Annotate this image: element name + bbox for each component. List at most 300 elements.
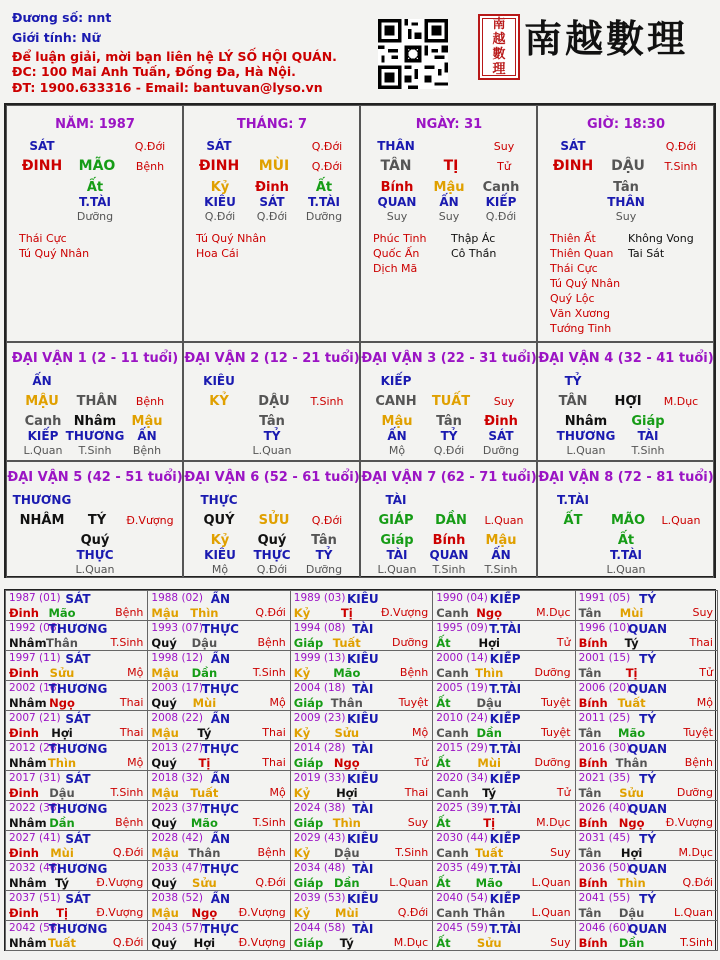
year-star: TÀI xyxy=(352,802,374,816)
luu-nien-cell[interactable] xyxy=(5,620,148,651)
chi-right: T.Sinh xyxy=(664,160,698,173)
year-star: SÁT xyxy=(65,712,91,726)
year-phase: Mộ xyxy=(269,696,286,709)
hidden-phase: Dưỡng xyxy=(305,563,343,576)
year-phase: Q.Đới xyxy=(255,876,286,889)
year-chi: Sửu xyxy=(192,876,217,890)
year-can: Giáp xyxy=(293,696,324,710)
luu-nien-cell[interactable] xyxy=(147,620,290,651)
luu-nien-cell[interactable] xyxy=(290,920,433,951)
luu-nien-cell[interactable] xyxy=(147,590,290,621)
year-chi: Thân xyxy=(473,906,506,920)
luu-nien-cell[interactable] xyxy=(432,830,575,861)
luu-nien-cell[interactable] xyxy=(290,770,433,801)
year-star: T.TÀI xyxy=(489,742,522,756)
year-phase: Q.Đới xyxy=(397,906,429,919)
hidden-star: QUAN xyxy=(377,195,417,209)
header xyxy=(0,0,720,100)
year-phase: T.Sinh xyxy=(110,636,144,649)
hidden-can: Tân xyxy=(311,533,337,548)
than-sat: Tú Quý Nhân xyxy=(19,247,90,260)
dai-van-star: KIẾP xyxy=(380,374,412,388)
tu-tru-grid xyxy=(4,103,716,578)
year-star: ẤN xyxy=(210,772,231,786)
luu-nien-cell[interactable] xyxy=(290,680,433,711)
year-label: 2021 (35) xyxy=(578,772,631,784)
hidden-can: Đinh xyxy=(255,180,289,195)
luu-nien-cell[interactable] xyxy=(290,860,433,891)
year-label: 2016 (30) xyxy=(578,742,631,754)
luu-nien-cell[interactable] xyxy=(575,830,718,861)
hidden-can: Canh xyxy=(24,414,62,429)
dai-van-2 xyxy=(183,342,360,461)
qr-code-icon[interactable] xyxy=(378,19,448,89)
year-label: 2007 (21) xyxy=(9,712,61,724)
than-sat: Hoa Cái xyxy=(196,247,239,260)
hidden-phase: Dưỡng xyxy=(76,210,114,223)
year-star: KIÊU xyxy=(346,892,379,906)
year-label: 2035 (49) xyxy=(436,862,488,874)
year-phase: T.Sinh xyxy=(395,846,429,859)
luu-nien-cell[interactable] xyxy=(5,830,148,861)
dai-van-chi: DẬU xyxy=(258,394,290,409)
hidden-star: KIẾP xyxy=(485,195,517,209)
year-chi: Thân xyxy=(188,846,221,860)
hidden-phase: Q.Đới xyxy=(204,210,236,223)
luu-nien-cell[interactable] xyxy=(575,740,718,771)
dai-van-chi: MÃO xyxy=(610,513,646,528)
year-phase: T.Sinh xyxy=(680,936,713,949)
luu-nien-cell[interactable] xyxy=(575,590,718,621)
year-label: 2046 (60) xyxy=(578,922,631,934)
year-can: Mậu xyxy=(151,666,179,680)
luu-nien-cell[interactable] xyxy=(432,770,575,801)
luu-nien-cell[interactable] xyxy=(432,800,575,831)
year-label: 2018 (32) xyxy=(151,772,204,784)
year-phase: T.Sinh xyxy=(252,666,286,679)
top-right: Suy xyxy=(493,140,515,153)
year-chi: Thìn xyxy=(332,816,361,830)
year-chi: Mùi xyxy=(335,906,359,920)
luu-nien-cell[interactable] xyxy=(290,590,433,621)
luu-nien-cell[interactable] xyxy=(432,680,575,711)
year-can: Quý xyxy=(151,696,177,710)
luu-nien-cell[interactable] xyxy=(432,740,575,771)
dai-van-chi-right: T.Sinh xyxy=(310,395,344,408)
year-can: Tân xyxy=(578,846,602,860)
dai-van-title: ĐẠI VẬN 7 (62 - 71 tuổi) xyxy=(361,470,537,485)
year-star: ẤN xyxy=(210,892,231,906)
than-sat: Quý Lộc xyxy=(550,292,595,305)
luu-nien-cell[interactable] xyxy=(5,860,148,891)
hidden-can: Nhâm xyxy=(73,414,117,429)
year-star: TỶ xyxy=(639,712,657,726)
luu-nien-cell[interactable] xyxy=(147,740,290,771)
year-star: KIÊU xyxy=(346,832,379,846)
luu-nien-cell[interactable] xyxy=(575,770,718,801)
pillar-4 xyxy=(537,105,714,342)
year-label: 1999 (13) xyxy=(293,652,346,664)
year-can: Đinh xyxy=(9,726,39,740)
luu-nien-cell[interactable] xyxy=(290,710,433,741)
year-phase: T.Sinh xyxy=(110,786,144,799)
year-label: 2045 (59) xyxy=(436,922,488,934)
luu-nien-cell[interactable] xyxy=(575,710,718,741)
dai-van-star: TÀI xyxy=(385,493,407,507)
hidden-phase: T.Sinh xyxy=(484,563,518,576)
year-phase: Thai xyxy=(262,756,286,769)
than-sat: Tướng Tinh xyxy=(550,322,612,335)
year-chi: Tị xyxy=(56,906,68,920)
luu-nien-cell[interactable] xyxy=(147,680,290,711)
year-label: 2017 (31) xyxy=(9,772,61,784)
year-can: Nhâm xyxy=(9,696,47,710)
hidden-phase: Mộ xyxy=(211,563,229,576)
year-star: T.TÀI xyxy=(489,622,522,636)
than-sat: Tú Quý Nhân xyxy=(196,232,267,245)
hidden-phase: T.Sinh xyxy=(432,563,466,576)
year-phase: Tử xyxy=(556,636,571,649)
year-chi: Dậu xyxy=(49,786,75,800)
than-sat: Tú Quý Nhân xyxy=(550,277,621,290)
year-chi: Dần xyxy=(476,726,502,740)
luu-nien-cell[interactable] xyxy=(575,860,718,891)
year-star: THỰC xyxy=(201,802,239,816)
year-star: ẤN xyxy=(210,832,231,846)
year-phase: Dưỡng xyxy=(676,786,713,799)
year-can: Đinh xyxy=(9,786,39,800)
hidden-star: THỰC xyxy=(76,548,114,562)
year-phase: L.Quan xyxy=(389,876,429,889)
dai-van-star: TỶ xyxy=(564,374,582,388)
year-phase: Bệnh xyxy=(257,846,286,859)
pillar-title: GIỜ: 18:30 xyxy=(587,117,665,132)
than-sat: Cô Thần xyxy=(451,247,497,260)
year-can: Canh xyxy=(436,786,469,800)
year-can: Ất xyxy=(436,636,451,650)
year-phase: Bệnh xyxy=(257,636,286,649)
year-can: Giáp xyxy=(293,936,324,950)
year-star: TỶ xyxy=(639,772,657,786)
luu-nien-cell[interactable] xyxy=(290,830,433,861)
year-can: Canh xyxy=(436,666,469,680)
luu-nien-cell[interactable] xyxy=(290,890,433,921)
luu-nien-cell[interactable] xyxy=(575,620,718,651)
year-star: SÁT xyxy=(65,592,91,606)
year-can: Bính xyxy=(578,756,608,770)
year-phase: Suy xyxy=(550,846,571,859)
year-chi: Tý xyxy=(482,786,497,800)
luu-nien-table xyxy=(4,589,716,951)
luu-nien-cell[interactable] xyxy=(147,920,290,951)
luu-nien-cell[interactable] xyxy=(5,590,148,621)
luu-nien-cell[interactable] xyxy=(147,800,290,831)
luu-nien-cell[interactable] xyxy=(290,740,433,771)
year-star: THƯƠNG xyxy=(48,802,108,816)
luu-nien-cell[interactable] xyxy=(5,680,148,711)
dai-van-title: ĐẠI VẬN 5 (42 - 51 tuổi) xyxy=(7,470,183,485)
year-label: 2031 (45) xyxy=(578,832,631,844)
year-chi: Ngọ xyxy=(333,756,360,770)
year-label: 2015 (29) xyxy=(436,742,488,754)
year-star: SÁT xyxy=(65,772,91,786)
luu-nien-cell[interactable] xyxy=(5,740,148,771)
dai-van-chi: SỬU xyxy=(258,513,290,528)
year-phase: Tử xyxy=(556,786,571,799)
dai-van-chi-right: Suy xyxy=(493,395,515,408)
year-can: Bính xyxy=(578,876,608,890)
year-can: Quý xyxy=(151,936,177,950)
year-star: T.TÀI xyxy=(489,682,522,696)
luu-nien-cell[interactable] xyxy=(5,650,148,681)
year-can: Tân xyxy=(578,906,602,920)
hidden-star: TỶ xyxy=(315,548,333,562)
year-chi: Thân xyxy=(330,696,363,710)
year-phase: Đ.Vượng xyxy=(238,936,286,949)
year-can: Kỷ xyxy=(293,846,311,860)
dai-van-star: THƯƠNG xyxy=(12,493,72,507)
year-phase: Bệnh xyxy=(115,606,144,619)
chi: MÃO xyxy=(78,158,116,174)
hidden-can: Ất xyxy=(315,180,333,195)
year-star: ẤN xyxy=(210,712,231,726)
pillar-1 xyxy=(6,105,183,342)
luu-nien-cell[interactable] xyxy=(147,890,290,921)
dai-van-5 xyxy=(6,461,183,578)
year-label: 2022 (36) xyxy=(9,802,61,814)
year-label: 1992 (06) xyxy=(9,622,61,634)
dai-van-1 xyxy=(6,342,183,461)
luu-nien-cell[interactable] xyxy=(147,830,290,861)
luu-nien-cell[interactable] xyxy=(290,800,433,831)
ma-so: Đương số: nnt xyxy=(12,10,112,25)
year-chi: Tị xyxy=(340,606,353,620)
year-star: TÀI xyxy=(352,742,374,756)
than-sat: Không Vong xyxy=(628,232,694,245)
than-sat: Quốc Ấn xyxy=(373,247,420,260)
year-phase: Mộ xyxy=(127,666,144,679)
year-chi: Mão xyxy=(618,726,646,740)
hidden-star: TỶ xyxy=(263,429,281,443)
year-label: 1988 (02) xyxy=(151,592,204,604)
luu-nien-cell[interactable] xyxy=(432,590,575,621)
year-chi: Dần xyxy=(191,666,218,680)
luu-nien-cell[interactable] xyxy=(5,800,148,831)
hidden-can: Tân xyxy=(436,414,462,429)
dai-van-chi-right: L.Quan xyxy=(661,514,701,527)
year-can: Giáp xyxy=(293,756,324,770)
dai-van-title: ĐẠI VẬN 6 (52 - 61 tuổi) xyxy=(184,470,360,485)
top-star: SÁT xyxy=(560,139,586,153)
year-can: Canh xyxy=(436,846,469,860)
year-chi: Tị xyxy=(483,816,496,830)
dai-van-can: GIÁP xyxy=(378,513,414,528)
year-star: TỶ xyxy=(639,892,657,906)
year-can: Quý xyxy=(151,816,177,830)
than-sat: Thiên Quan xyxy=(550,247,614,260)
luu-nien-cell[interactable] xyxy=(432,890,575,921)
dai-van-title: ĐẠI VẬN 4 (32 - 41 tuổi) xyxy=(538,351,714,366)
luu-nien-cell[interactable] xyxy=(147,770,290,801)
dai-van-can: KỶ xyxy=(209,394,229,409)
luu-nien-cell[interactable] xyxy=(5,770,148,801)
year-phase: T.Sinh xyxy=(252,816,286,829)
lien-he: Để luận giải, mời bạn liên hệ LÝ SỐ HỘI QUÁN. xyxy=(12,49,337,64)
year-chi: Tý xyxy=(624,636,639,650)
than-sat: Thái Cực xyxy=(19,232,67,245)
hidden-phase: L.Quan xyxy=(75,563,115,576)
year-star: TÀI xyxy=(352,862,374,876)
year-chi: Thân xyxy=(46,636,78,650)
hidden-star: ẤN xyxy=(439,195,459,209)
luu-nien-cell[interactable] xyxy=(432,650,575,681)
year-chi: Thìn xyxy=(617,876,646,890)
year-chi: Ngọ xyxy=(191,906,218,920)
year-can: Canh xyxy=(436,606,469,620)
year-chi: Tuất xyxy=(47,936,77,950)
year-can: Tân xyxy=(578,726,602,740)
dai-van-title: ĐẠI VẬN 8 (72 - 81 tuổi) xyxy=(538,470,714,485)
year-label: 2014 (28) xyxy=(293,742,346,754)
year-can: Giáp xyxy=(293,876,324,890)
luu-nien-cell[interactable] xyxy=(5,920,148,951)
year-label: 2042 (56) xyxy=(9,922,61,934)
year-label: 2000 (14) xyxy=(436,652,488,664)
luu-nien-cell[interactable] xyxy=(5,890,148,921)
year-phase: Thai xyxy=(404,786,429,799)
year-star: T.TÀI xyxy=(489,862,522,876)
year-can: Nhâm xyxy=(9,936,47,950)
chi-right: Bệnh xyxy=(135,160,165,173)
luu-nien-cell[interactable] xyxy=(575,800,718,831)
luu-nien-cell[interactable] xyxy=(575,650,718,681)
dai-van-chi-right: Q.Đới xyxy=(311,514,343,527)
luu-nien-cell[interactable] xyxy=(575,920,718,951)
luu-nien-cell[interactable] xyxy=(432,620,575,651)
year-phase: Suy xyxy=(407,816,429,829)
year-can: Quý xyxy=(151,636,177,650)
year-star: SÁT xyxy=(65,652,91,666)
luu-nien-cell[interactable] xyxy=(290,620,433,651)
year-label: 2040 (54) xyxy=(436,892,488,904)
year-label: 2013 (27) xyxy=(151,742,204,754)
can: ĐINH xyxy=(198,158,240,174)
year-star: KIÊU xyxy=(346,652,379,666)
year-star: THỰC xyxy=(201,922,239,936)
year-phase: Suy xyxy=(550,936,571,949)
year-label: 2011 (25) xyxy=(578,712,631,724)
year-phase: Q.Đới xyxy=(112,936,144,949)
year-star: KIÊU xyxy=(346,592,379,606)
year-chi: Dậu xyxy=(618,906,645,920)
hidden-phase: Q.Đới xyxy=(485,210,517,223)
seal-stamp: 南 越 數 理 xyxy=(478,14,520,80)
year-can: Tân xyxy=(578,786,602,800)
year-can: Ất xyxy=(436,936,451,950)
year-label: 1994 (08) xyxy=(293,622,346,634)
year-chi: Mão xyxy=(475,876,503,890)
year-star: ẤN xyxy=(210,652,231,666)
top-right: Q.Đới xyxy=(311,140,343,153)
dai-van-can: TÂN xyxy=(558,394,588,409)
year-chi: Sửu xyxy=(49,666,75,680)
year-star: QUAN xyxy=(628,682,668,696)
hidden-star: THƯƠNG xyxy=(65,429,125,443)
luu-nien-cell[interactable] xyxy=(5,710,148,741)
year-star: TÀI xyxy=(352,622,374,636)
year-star: ẤN xyxy=(210,592,231,606)
year-chi: Mùi xyxy=(192,696,217,710)
pillar-3 xyxy=(360,105,537,342)
year-phase: Đ.Vượng xyxy=(380,606,429,619)
year-star: T.TÀI xyxy=(489,802,522,816)
hidden-star: THƯƠNG xyxy=(556,429,616,443)
year-phase: Mộ xyxy=(696,696,713,709)
hidden-star: KIÊU xyxy=(204,195,236,209)
year-chi: Dần xyxy=(49,816,75,830)
luu-nien-cell[interactable] xyxy=(575,680,718,711)
chi: DẬU xyxy=(611,158,645,174)
year-phase: L.Quan xyxy=(531,876,571,889)
year-label: 2019 (33) xyxy=(293,772,346,784)
year-label: 2025 (39) xyxy=(436,802,488,814)
luu-nien-cell[interactable] xyxy=(575,890,718,921)
year-phase: M.Dục xyxy=(393,936,429,949)
year-star: T.TÀI xyxy=(489,922,522,936)
year-star: SÁT xyxy=(65,892,91,906)
year-can: Ất xyxy=(436,876,451,890)
luu-nien-cell[interactable] xyxy=(147,710,290,741)
year-phase: Tuyệt xyxy=(398,696,429,709)
dai-van-6 xyxy=(183,461,360,578)
year-chi: Dậu xyxy=(476,696,502,710)
year-phase: Dưỡng xyxy=(534,756,571,769)
hidden-can: Quý xyxy=(257,533,287,548)
luu-nien-cell[interactable] xyxy=(432,710,575,741)
than-sat: Thái Cực xyxy=(550,262,598,275)
hidden-can: Canh xyxy=(482,180,520,195)
hidden-phase: T.Sinh xyxy=(78,444,112,457)
year-phase: Thai xyxy=(262,726,286,739)
hidden-star: TÀI xyxy=(386,548,408,562)
dai-van-chi-right: Đ.Vượng xyxy=(126,514,174,527)
year-label: 2023 (37) xyxy=(151,802,204,814)
year-star: QUAN xyxy=(628,742,668,756)
year-chi: Mùi xyxy=(477,756,501,770)
than-sat: Văn Xương xyxy=(550,307,610,320)
luu-nien-cell[interactable] xyxy=(147,860,290,891)
can: ĐINH xyxy=(21,158,63,174)
hidden-phase: L.Quan xyxy=(377,563,417,576)
luu-nien-cell[interactable] xyxy=(147,650,290,681)
year-label: 2044 (58) xyxy=(293,922,346,934)
chi: MÙI xyxy=(258,158,290,174)
chi-right: Q.Đới xyxy=(311,160,343,173)
luu-nien-cell[interactable] xyxy=(432,860,575,891)
year-can: Tân xyxy=(578,666,602,680)
hidden-can: Mậu xyxy=(485,533,517,548)
hidden-can: Tân xyxy=(259,414,285,429)
hidden-can: Kỷ xyxy=(210,533,230,548)
year-label: 2039 (53) xyxy=(293,892,346,904)
hidden-star: TÀI xyxy=(637,429,659,443)
hidden-can: Mậu xyxy=(131,414,163,429)
year-phase: M.Dục xyxy=(536,816,571,829)
dai-van-4 xyxy=(537,342,714,461)
luu-nien-cell[interactable] xyxy=(290,650,433,681)
luu-nien-cell[interactable] xyxy=(432,920,575,951)
year-chi: Ngọ xyxy=(618,816,645,830)
